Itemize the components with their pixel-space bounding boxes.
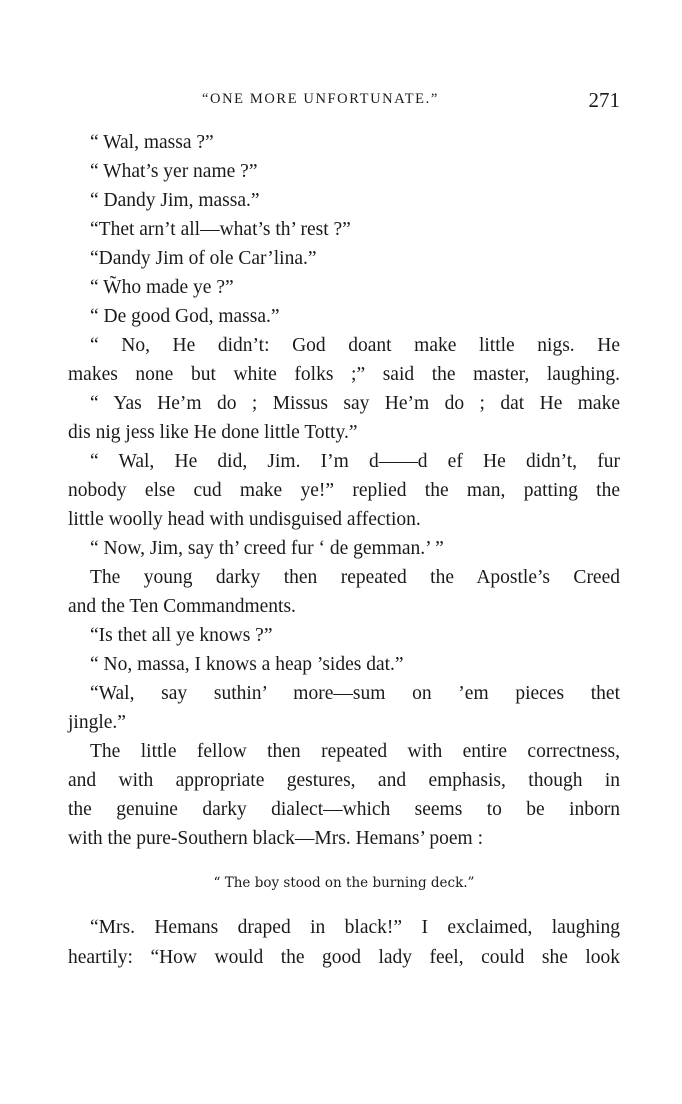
text-line: the genuine darky dialect—which seems to be inborn: [68, 799, 620, 820]
text-line: and the Ten Commandments.: [68, 596, 296, 617]
text-line: and with appropriate gestures, and emphasis, though in: [68, 770, 620, 791]
text-line: jingle.”: [68, 712, 126, 733]
text-line: “ Wal, massa ?”: [90, 132, 214, 153]
text-line: dis nig jess like He done little Totty.”: [68, 422, 358, 443]
text-line: The little fellow then repeated with entire correctness,: [90, 741, 620, 762]
text-line: heartily: “How would the good lady feel, could she look: [68, 947, 620, 968]
running-header: [68, 88, 620, 114]
running-title: “ONE MORE UNFORTUNATE.”: [202, 91, 439, 107]
text-line: “ W̃ho made ye ?”: [90, 277, 234, 298]
page-body: [68, 128, 620, 973]
text-line: little woolly head with undisguised affection.: [68, 509, 421, 530]
text-line: “Dandy Jim of ole Car’lina.”: [90, 248, 317, 269]
text-line: “ Dandy Jim, massa.”: [90, 190, 260, 211]
text-line: “Mrs. Hemans draped in black!” I exclaimed, laughing: [90, 917, 620, 938]
page-number: 271: [588, 88, 620, 112]
text-line: “ Wal, He did, Jim. I’m d——d ef He didn’t, fur: [90, 451, 620, 472]
text-line: “ Yas He’m do ; Missus say He’m do ; dat He make: [90, 393, 620, 414]
text-line: “Thet arn’t all—what’s th’ rest ?”: [90, 219, 351, 240]
text-line: “Is thet all ye knows ?”: [90, 625, 273, 646]
text-line: “ What’s yer name ?”: [90, 161, 258, 182]
quotation-line: “ The boy stood on the burning deck.”: [213, 875, 475, 891]
text-line: “ No, massa, I knows a heap ’sides dat.”: [90, 654, 404, 675]
text-line: “Wal, say suthin’ more—sum on ’em pieces thet: [90, 683, 620, 704]
text-line: with the pure-Southern black—Mrs. Hemans’ poem :: [68, 828, 484, 849]
text-line: The young darky then repeated the Apostle’s Creed: [90, 567, 620, 588]
text-line: “ Now, Jim, say th’ creed fur ‘ de gemman.’ ”: [90, 538, 444, 559]
text-line: nobody else cud make ye!” replied the man, patting the: [68, 480, 620, 501]
text-line: “ No, He didn’t: God doant make little nigs. He: [90, 335, 620, 356]
text-line: “ De good God, massa.”: [90, 306, 280, 327]
text-line: makes none but white folks ;” said the master, laughing.: [68, 364, 620, 385]
